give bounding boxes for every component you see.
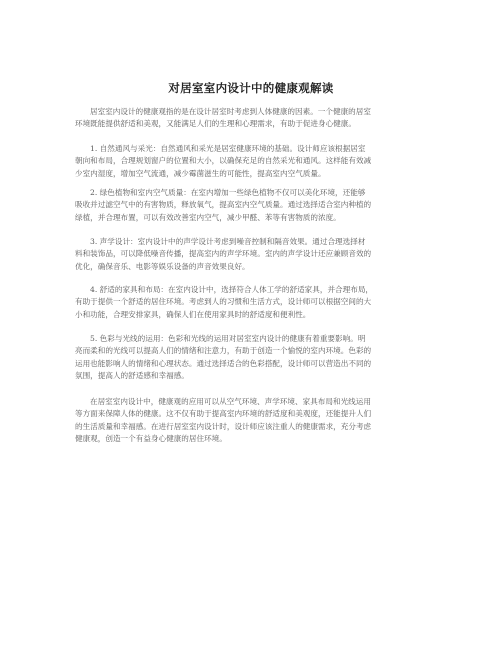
paragraph-line: 小和功能，合理安排家具，确保人们在使用家具时的舒适度和便利性。 xyxy=(75,309,311,319)
paragraph-line: 4. 舒适的家具和布局：在室内设计中，选择符合人体工学的舒适家具，并合理布局， xyxy=(90,285,374,294)
paragraph-line: 料和装饰品，可以降低噪音传播，提高室内的声学环境。室内的声学设计还应兼顾音效的 xyxy=(75,249,372,259)
paragraph-line: 居室室内设计的健康观指的是在设计居室时考虑到人体健康的因素。一个健康的居室 xyxy=(90,107,371,116)
paragraph-line: 氛围，提高人的舒适感和幸福感。 xyxy=(75,371,189,381)
paragraph-furniture xyxy=(75,284,435,321)
paragraph-line: 绿植，并合理布置，可以有效改善室内空气，减少甲醛、苯等有害物质的浓度。 xyxy=(75,212,341,222)
paragraph-ventilation xyxy=(75,143,435,180)
paragraph-line: 吸收并过滤空气中的有害物质，释放氧气，提高室内空气质量。通过选择适合室内种植的 xyxy=(75,200,372,210)
paragraph-line: 等方面来保障人体的健康。这不仅有助于提高室内环境的舒适度和美观度，还能提升人们 xyxy=(75,409,372,419)
paragraph-line: 有助于提供一个舒适的居住环境。考虑到人的习惯和生活方式，设计师可以根据空间的大 xyxy=(75,297,372,307)
paragraph-acoustics xyxy=(75,236,435,273)
paragraph-line: 少室内湿度，增加空气流通，减少霉菌滋生的可能性，提高室内空气质量。 xyxy=(75,168,326,178)
paragraph-line: 健康观，创造一个有益身心健康的居住环境。 xyxy=(75,434,227,444)
paragraph-line: 在居室室内设计中，健康观的应用可以从空气环境、声学环境、家具布局和光线运用 xyxy=(90,397,371,406)
paragraph-line: 环境既能提供舒适和美观，又能满足人们的生理和心理需求，有助于促进身心健康。 xyxy=(75,119,356,129)
paragraph-line: 优化，确保音乐、电影等娱乐设备的声音效果良好。 xyxy=(75,261,250,271)
paragraph-line: 亮而柔和的光线可以提高人们的情绪和注意力，有助于创造一个愉悦的室内环境。色彩的 xyxy=(75,346,372,356)
document-title: 对居室室内设计中的健康观解读 xyxy=(168,81,334,95)
paragraph-color-light xyxy=(75,333,435,383)
paragraph-line: 朝向和布局，合理规划窗户的位置和大小，以确保充足的自然采光和通风。这样能有效减 xyxy=(75,156,372,166)
paragraph-line: 运用也能影响人的情绪和心理状态。通过选择适合的色彩搭配，设计师可以营造出不同的 xyxy=(75,358,372,368)
paragraph-intro xyxy=(75,106,435,131)
paragraph-plants xyxy=(75,187,435,224)
paragraph-line: 2. 绿色植物和室内空气质量：在室内增加一些绿色植物不仅可以美化环境，还能够 xyxy=(90,188,366,197)
paragraph-conclusion xyxy=(75,396,435,446)
paragraph-line: 的生活质量和幸福感。在进行居室室内设计时，设计师应该注重人的健康需求，充分考虑 xyxy=(75,421,372,431)
paragraph-line: 3. 声学设计：室内设计中的声学设计考虑到噪音控制和隔音效果。通过合理选择材 xyxy=(90,237,366,246)
paragraph-line: 5. 色彩与光线的运用：色彩和光线的运用对居室室内设计的健康有着重要影响。明 xyxy=(90,334,366,343)
paragraph-line: 1. 自然通风与采光：自然通风和采光是居室健康环境的基础。设计师应该根据居室 xyxy=(90,144,366,153)
